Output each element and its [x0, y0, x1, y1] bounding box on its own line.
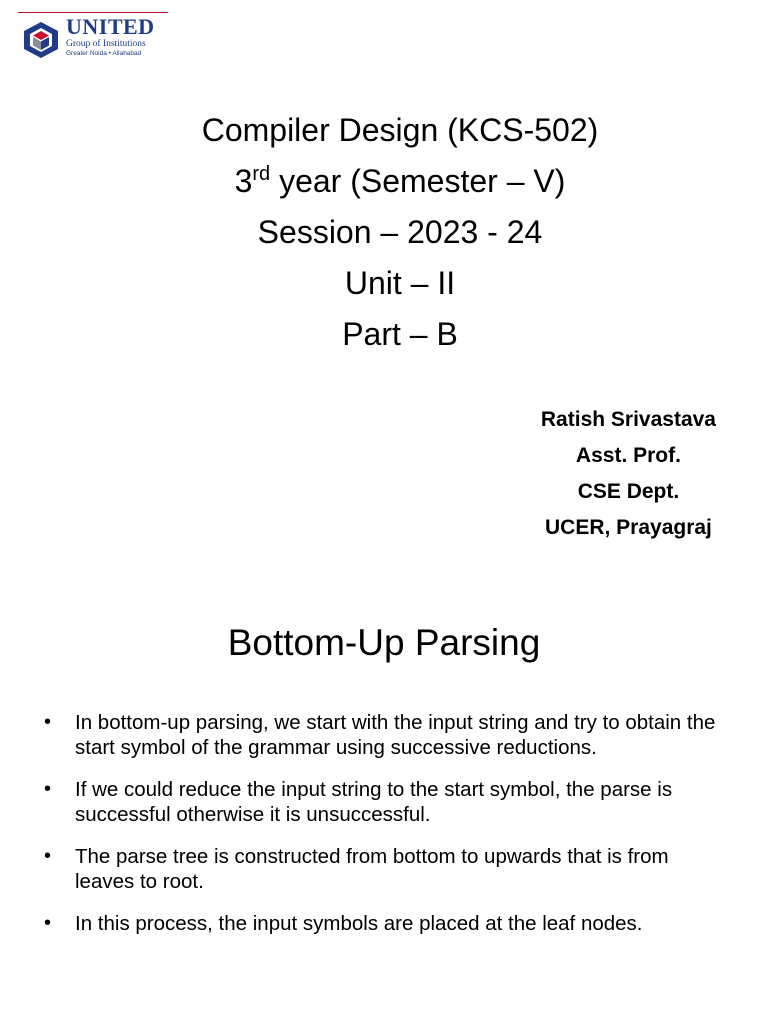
- content-slide: [0, 580, 768, 1024]
- logo-subtitle: Group of Institutions: [66, 39, 146, 49]
- logo-top-rule: [18, 12, 168, 13]
- logo-location: Greater Noida • Allahabad: [66, 50, 142, 57]
- year-number: 3: [234, 163, 253, 199]
- year-semester: [0, 156, 768, 207]
- bullet-icon: •: [44, 711, 52, 733]
- logo-text: [66, 16, 171, 58]
- course-title-block: [0, 105, 768, 360]
- author-department: CSE Dept.: [577, 480, 680, 503]
- bullet-item: [40, 710, 730, 760]
- unit: Unit – II: [344, 265, 456, 301]
- bullet-item: [40, 911, 730, 936]
- bullet-text: The parse tree is constructed from bottom to upwards that is from leaves to root.: [75, 845, 669, 893]
- session: Session – 2023 - 24: [257, 214, 543, 250]
- author-designation: Asst. Prof.: [575, 444, 681, 467]
- course-title: Compiler Design (KCS-502): [201, 112, 599, 148]
- part: Part – B: [342, 316, 458, 352]
- bullet-text: In bottom-up parsing, we start with the input string and try to obtain the start symbol of the grammar using successive reductions.: [75, 711, 716, 759]
- author-block: [541, 402, 716, 546]
- bullet-item: [40, 777, 730, 827]
- institution-logo: [18, 12, 168, 62]
- author-name: Ratish Srivastava: [540, 408, 716, 431]
- bullet-text: If we could reduce the input string to the start symbol, the parse is successful otherwise it is unsuccessful.: [75, 778, 673, 826]
- semester-text: year (Semester – V): [270, 163, 566, 199]
- hexagon-logo-icon: [20, 20, 62, 60]
- bullet-item: [40, 844, 730, 894]
- slide-title: Bottom-Up Parsing: [227, 622, 541, 663]
- logo-name: UNITED: [66, 14, 155, 39]
- author-institute: UCER, Prayagraj: [544, 516, 712, 539]
- bullet-text: In this process, the input symbols are placed at the leaf nodes.: [75, 912, 643, 935]
- bullet-icon: •: [44, 845, 52, 867]
- bullet-icon: •: [44, 912, 52, 934]
- bullet-icon: •: [44, 778, 52, 800]
- bullet-list: [40, 710, 730, 953]
- year-ordinal-suffix: rd: [252, 163, 271, 185]
